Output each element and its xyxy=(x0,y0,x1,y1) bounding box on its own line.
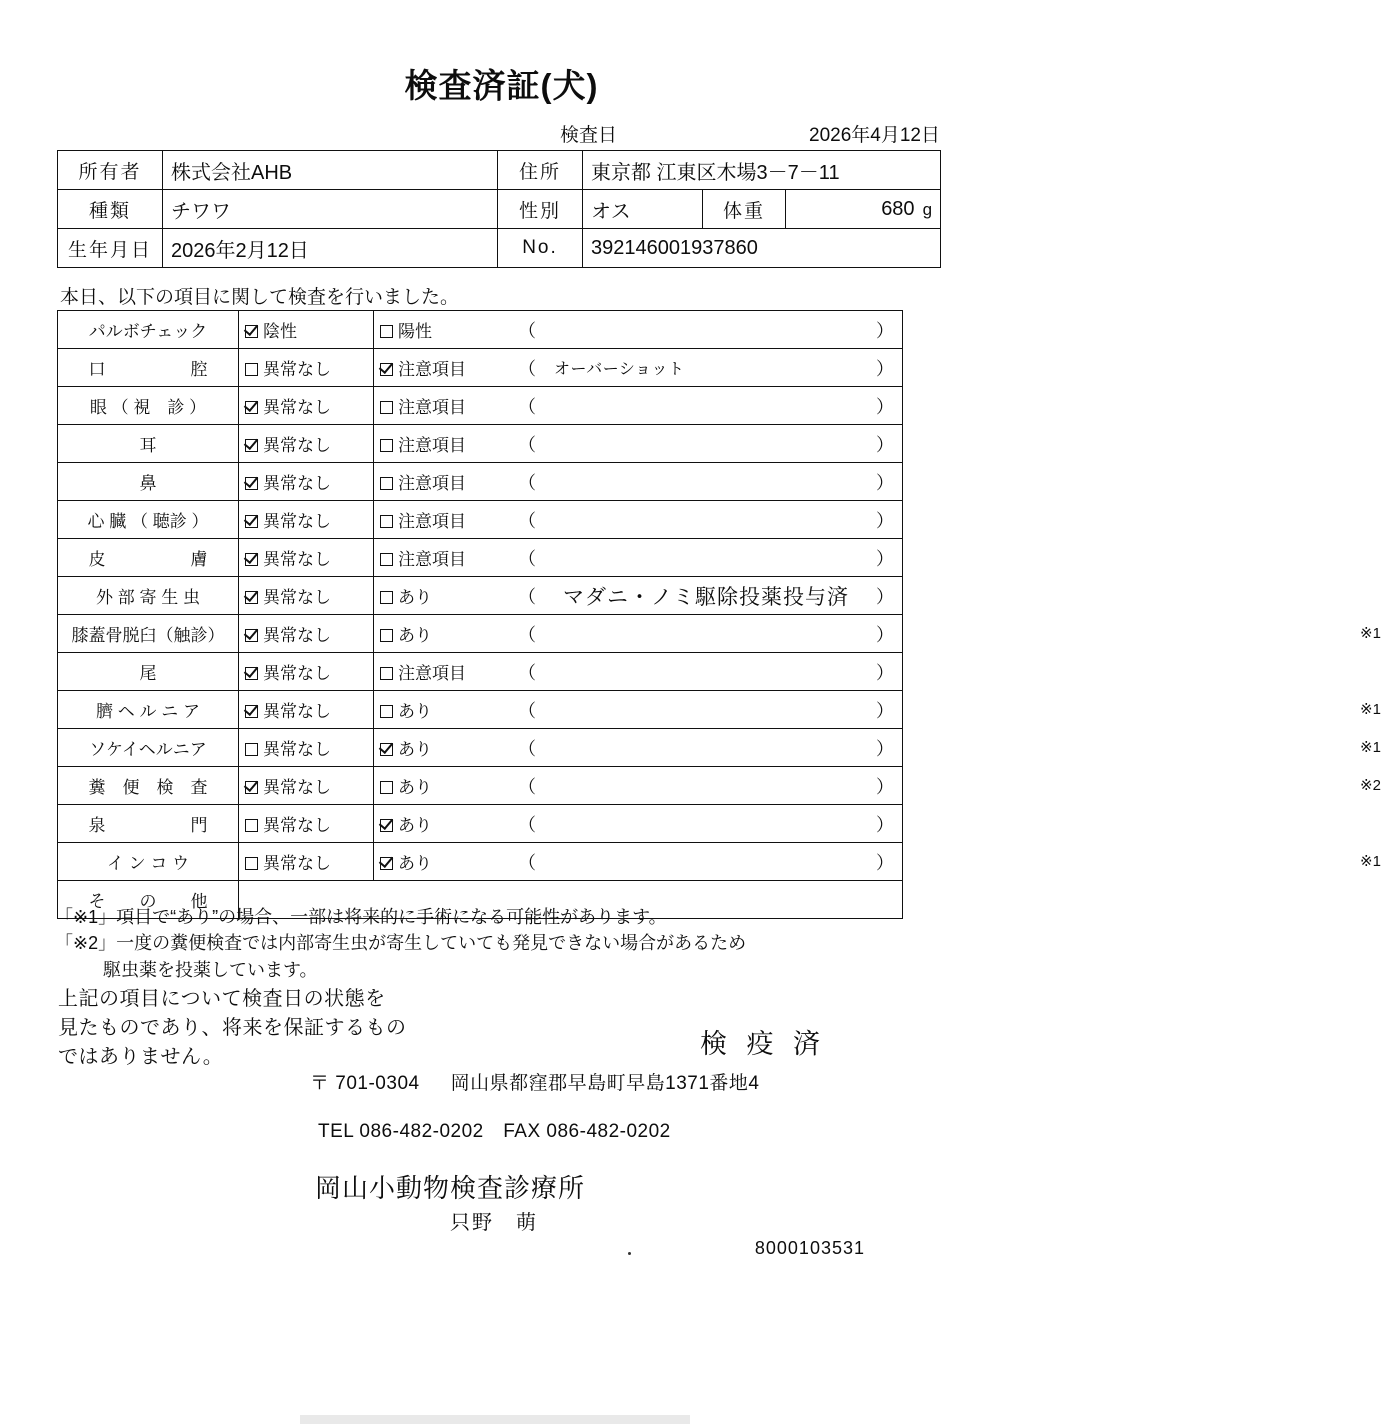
paren-close: ） xyxy=(876,396,894,417)
scan-artifact-dot xyxy=(628,1252,631,1255)
paren-open: （ xyxy=(518,662,536,683)
paren-open: （ xyxy=(518,738,536,759)
check-note-cell[interactable] xyxy=(510,691,1381,729)
check-item-label: 眼 （ 視 診 ） xyxy=(58,387,239,425)
table-row xyxy=(58,767,903,805)
quarantine-stamp: 検 疫 済 xyxy=(700,1029,827,1059)
table-row xyxy=(58,501,903,539)
check-option-primary[interactable] xyxy=(239,311,374,349)
check-option-primary-label: 異常なし xyxy=(263,702,331,721)
owner-label: 所有者 xyxy=(58,151,163,190)
check-option-primary-label: 陰性 xyxy=(263,322,297,341)
check-option-primary[interactable] xyxy=(239,539,374,577)
checkbox-icon[interactable] xyxy=(380,819,393,832)
veterinarian-name: 只野 萌 xyxy=(450,1212,538,1234)
check-note-text: オーバーショット xyxy=(554,361,685,378)
check-option-secondary[interactable] xyxy=(374,767,511,805)
breed-value: チワワ xyxy=(163,190,498,229)
check-item-label: 耳 xyxy=(58,425,239,463)
check-item-label: 膝蓋骨脱臼（触診） xyxy=(58,615,239,653)
checkbox-icon[interactable] xyxy=(245,705,258,718)
checkbox-icon[interactable] xyxy=(380,743,393,756)
statement-line-3: ではありません。 xyxy=(58,1046,224,1068)
check-option-secondary[interactable] xyxy=(374,311,511,349)
check-item-label: 糞 便 検 査 xyxy=(58,767,239,805)
clinic-tel-fax: TEL 086-482-0202 FAX 086-482-0202 xyxy=(318,1121,671,1142)
check-option-secondary-label: 陽性 xyxy=(398,322,432,341)
checkbox-icon[interactable] xyxy=(245,477,258,490)
table-row xyxy=(58,387,903,425)
check-note-cell[interactable] xyxy=(510,767,1381,805)
check-option-secondary-label: あり xyxy=(398,626,432,645)
check-option-secondary-label: 注意項目 xyxy=(398,550,466,569)
other-label: そ の 他 xyxy=(58,881,239,919)
statement-line-1: 上記の項目について検査日の状態を xyxy=(58,988,386,1010)
exam-date-label: 検査日 xyxy=(560,125,618,146)
check-option-secondary-label: あり xyxy=(398,588,432,607)
checkbox-icon[interactable] xyxy=(245,857,258,870)
check-option-primary[interactable] xyxy=(239,387,374,425)
paren-close: ） xyxy=(876,852,894,873)
checkbox-icon[interactable] xyxy=(380,857,393,870)
weight-label: 体重 xyxy=(703,190,786,229)
check-option-secondary-label: 注意項目 xyxy=(398,436,466,455)
paren-close: ） xyxy=(876,738,894,759)
check-item-label: 尾 xyxy=(58,653,239,691)
checkbox-icon[interactable] xyxy=(245,591,258,604)
check-note-cell[interactable] xyxy=(510,729,1381,767)
checkbox-icon[interactable] xyxy=(245,515,258,528)
no-value: 392146001937860 xyxy=(583,229,941,268)
check-option-primary[interactable] xyxy=(239,577,374,615)
footnote-marker: ※1 xyxy=(1360,739,1381,756)
footnote-marker: ※1 xyxy=(1360,625,1381,642)
check-note-text: マダニ・ノミ駆除投薬投与済 xyxy=(563,585,849,609)
exam-date-row xyxy=(60,120,940,146)
check-option-secondary[interactable] xyxy=(374,577,511,615)
check-option-primary[interactable] xyxy=(239,729,374,767)
check-note-cell[interactable] xyxy=(510,653,903,691)
check-note-cell[interactable] xyxy=(510,539,903,577)
paren-close: ） xyxy=(876,814,894,835)
checkbox-icon[interactable] xyxy=(380,629,393,642)
checkbox-icon[interactable] xyxy=(380,477,393,490)
check-option-primary-label: 異常なし xyxy=(263,778,331,797)
check-note-cell[interactable] xyxy=(510,501,903,539)
check-item-label: 皮 膚 xyxy=(58,539,239,577)
table-row xyxy=(58,615,903,653)
checkbox-icon[interactable] xyxy=(380,325,393,338)
paren-open: （ xyxy=(518,814,536,835)
check-item-label: 泉 門 xyxy=(58,805,239,843)
footnote-2: 「※2」一度の糞便検査では内部寄生虫が寄生していても発見できない場合があるため xyxy=(55,933,747,954)
footnote-1: 「※1」項目で“あり”の場合、一部は将来的に手術になる可能性があります。 xyxy=(55,907,667,927)
table-row xyxy=(58,729,903,767)
table-row xyxy=(58,349,903,387)
paren-close: ） xyxy=(876,472,894,493)
paren-close: ） xyxy=(876,358,894,379)
check-option-primary-label: 異常なし xyxy=(263,664,331,683)
checkbox-icon[interactable] xyxy=(245,553,258,566)
check-option-primary-label: 異常なし xyxy=(263,740,331,759)
check-option-primary[interactable] xyxy=(239,463,374,501)
paren-close: ） xyxy=(876,434,894,455)
address-label: 住所 xyxy=(498,151,583,190)
weight-value: 680 xyxy=(881,197,915,220)
check-item-label: イ ン コ ウ xyxy=(58,843,239,881)
check-option-primary[interactable] xyxy=(239,805,374,843)
check-option-primary-label: 異常なし xyxy=(263,474,331,493)
table-row xyxy=(58,229,941,268)
check-note-cell[interactable] xyxy=(510,387,903,425)
footnote-marker: ※1 xyxy=(1360,701,1381,718)
sex-value: オス xyxy=(583,190,703,229)
footnote-marker: ※1 xyxy=(1360,853,1381,870)
check-item-label: 外 部 寄 生 虫 xyxy=(58,577,239,615)
table-row xyxy=(58,577,903,615)
check-option-primary-label: 異常なし xyxy=(263,436,331,455)
birthdate-value: 2026年2月12日 xyxy=(163,229,498,268)
statement-line-2: 見たものであり、将来を保証するもの xyxy=(58,1017,407,1039)
check-option-secondary[interactable] xyxy=(374,349,511,387)
check-option-secondary[interactable] xyxy=(374,501,511,539)
check-note-cell[interactable] xyxy=(510,577,903,615)
check-option-secondary[interactable] xyxy=(374,387,511,425)
paren-close: ） xyxy=(876,510,894,531)
address-value: 東京都 江東区木場3－7－11 xyxy=(583,151,941,190)
checkbox-icon[interactable] xyxy=(380,553,393,566)
check-item-label: 臍 ヘ ル ニ ア xyxy=(58,691,239,729)
exam-date-value: 2026年4月12日 xyxy=(809,125,940,146)
owner-info-table xyxy=(57,150,941,268)
sex-label: 性別 xyxy=(498,190,583,229)
intro-text: 本日、以下の項目に関して検査を行いました。 xyxy=(60,287,460,308)
table-row xyxy=(58,151,941,190)
paren-close: ） xyxy=(876,586,894,607)
check-option-primary[interactable] xyxy=(239,843,374,881)
check-note-cell[interactable] xyxy=(510,463,903,501)
check-item-label: パルボチェック xyxy=(58,311,239,349)
paren-close: ） xyxy=(876,700,894,721)
check-option-secondary[interactable] xyxy=(374,615,511,653)
table-row xyxy=(58,463,903,501)
check-option-secondary[interactable] xyxy=(374,539,511,577)
check-option-primary-label: 異常なし xyxy=(263,588,331,607)
check-option-secondary-label: あり xyxy=(398,854,432,873)
checkbox-icon[interactable] xyxy=(245,629,258,642)
paren-open: （ xyxy=(518,320,536,341)
checkbox-icon[interactable] xyxy=(380,515,393,528)
check-option-secondary[interactable] xyxy=(374,729,511,767)
paren-close: ） xyxy=(876,776,894,797)
check-note-cell[interactable] xyxy=(510,311,903,349)
check-option-primary-label: 異常なし xyxy=(263,626,331,645)
check-option-primary-label: 異常なし xyxy=(263,816,331,835)
check-option-secondary-label: 注意項目 xyxy=(398,664,466,683)
check-option-primary[interactable] xyxy=(239,767,374,805)
check-option-secondary[interactable] xyxy=(374,843,511,881)
statement-block xyxy=(58,985,407,1072)
paren-open: （ xyxy=(518,548,536,569)
check-option-secondary-label: あり xyxy=(398,816,432,835)
check-option-primary-label: 異常なし xyxy=(263,398,331,417)
paren-close: ） xyxy=(876,320,894,341)
check-option-primary[interactable] xyxy=(239,501,374,539)
checkbox-icon[interactable] xyxy=(245,401,258,414)
paren-close: ） xyxy=(876,624,894,645)
check-option-secondary[interactable] xyxy=(374,805,511,843)
owner-value: 株式会社AHB xyxy=(163,151,498,190)
check-note-cell[interactable] xyxy=(510,615,1381,653)
birthdate-label: 生年月日 xyxy=(58,229,163,268)
paren-open: （ xyxy=(518,358,536,379)
checkbox-icon[interactable] xyxy=(245,439,258,452)
check-option-primary[interactable] xyxy=(239,425,374,463)
check-option-secondary-label: 注意項目 xyxy=(398,512,466,531)
checkbox-icon[interactable] xyxy=(380,667,393,680)
check-item-label: 心 臓 （ 聴診 ） xyxy=(58,501,239,539)
checkbox-icon[interactable] xyxy=(380,781,393,794)
no-label: No. xyxy=(498,229,583,268)
check-option-primary[interactable] xyxy=(239,349,374,387)
paren-open: （ xyxy=(518,472,536,493)
checkbox-icon[interactable] xyxy=(245,363,258,376)
checkbox-icon[interactable] xyxy=(380,401,393,414)
checkbox-icon[interactable] xyxy=(245,781,258,794)
check-note-cell[interactable] xyxy=(510,425,903,463)
paren-open: （ xyxy=(518,586,536,607)
checkbox-icon[interactable] xyxy=(380,439,393,452)
check-option-secondary-label: あり xyxy=(398,702,432,721)
checkbox-icon[interactable] xyxy=(245,819,258,832)
checkbox-icon[interactable] xyxy=(380,705,393,718)
paren-open: （ xyxy=(518,700,536,721)
checkbox-icon[interactable] xyxy=(245,743,258,756)
checkbox-icon[interactable] xyxy=(380,591,393,604)
table-row xyxy=(58,691,903,729)
checkbox-icon[interactable] xyxy=(380,363,393,376)
check-option-primary-label: 異常なし xyxy=(263,512,331,531)
table-row xyxy=(58,425,903,463)
checkbox-icon[interactable] xyxy=(245,667,258,680)
paren-open: （ xyxy=(518,510,536,531)
check-item-label: ソケイヘルニア xyxy=(58,729,239,767)
check-option-secondary-label: 注意項目 xyxy=(398,398,466,417)
check-option-secondary[interactable] xyxy=(374,425,511,463)
weight-unit: g xyxy=(922,199,933,219)
check-option-secondary[interactable] xyxy=(374,653,511,691)
check-option-primary[interactable] xyxy=(239,615,374,653)
check-option-primary-label: 異常なし xyxy=(263,550,331,569)
paren-open: （ xyxy=(518,434,536,455)
document-number: 8000103531 xyxy=(754,1238,865,1258)
clinic-address: 〒 701-0304 岡山県都窪郡早島町早島1371番地4 xyxy=(310,1073,760,1094)
check-option-primary[interactable] xyxy=(239,653,374,691)
check-note-cell[interactable] xyxy=(510,349,903,387)
check-option-secondary-label: 注意項目 xyxy=(398,360,466,379)
check-item-label: 鼻 xyxy=(58,463,239,501)
paren-open: （ xyxy=(518,396,536,417)
footnotes xyxy=(55,905,945,984)
scan-artifact-band xyxy=(300,1415,690,1424)
table-row xyxy=(58,843,903,881)
paren-open: （ xyxy=(518,776,536,797)
table-row xyxy=(58,805,903,843)
table-row xyxy=(58,190,941,229)
footnote-3: 駆虫薬を投薬しています。 xyxy=(103,959,318,980)
page-title: 検査済証(犬) xyxy=(404,67,599,104)
check-option-primary-label: 異常なし xyxy=(263,360,331,379)
examination-items-table xyxy=(57,310,1381,919)
breed-label: 種類 xyxy=(58,190,163,229)
footnote-marker: ※2 xyxy=(1360,777,1381,794)
check-option-secondary-label: あり xyxy=(398,778,432,797)
paren-close: ） xyxy=(876,662,894,683)
weight-value-cell xyxy=(786,190,941,229)
table-row xyxy=(58,539,903,577)
check-note-cell[interactable] xyxy=(510,805,903,843)
table-row xyxy=(58,653,903,691)
clinic-name: 岡山小動物検査診療所 xyxy=(315,1173,586,1203)
paren-open: （ xyxy=(518,852,536,873)
check-option-secondary-label: あり xyxy=(398,740,432,759)
table-row xyxy=(58,311,903,349)
paren-open: （ xyxy=(518,624,536,645)
check-option-secondary[interactable] xyxy=(374,463,511,501)
check-option-primary-label: 異常なし xyxy=(263,854,331,873)
check-option-secondary-label: 注意項目 xyxy=(398,474,466,493)
check-item-label: 口 腔 xyxy=(58,349,239,387)
check-note-cell[interactable] xyxy=(510,843,1381,881)
paren-close: ） xyxy=(876,548,894,569)
checkbox-icon[interactable] xyxy=(245,325,258,338)
check-option-primary[interactable] xyxy=(239,691,374,729)
check-option-secondary[interactable] xyxy=(374,691,511,729)
